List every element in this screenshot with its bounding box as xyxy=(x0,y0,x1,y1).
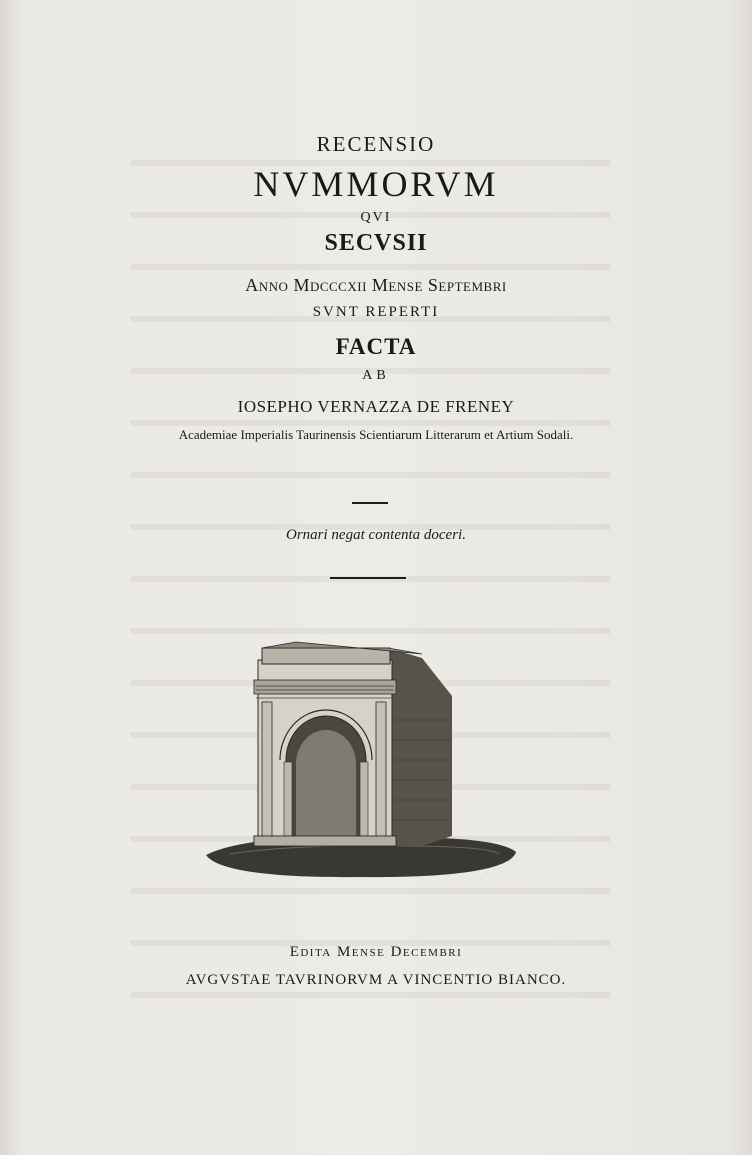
triumphal-arch-illustration xyxy=(200,640,522,886)
show-through-text xyxy=(130,130,610,1030)
author-name: IOSEPHO VERNAZZA DE FRENEY xyxy=(237,397,515,416)
column xyxy=(376,702,386,840)
imprint-place-publisher: AVGVSTAE TAVRINORVM A VINCENTIO BIANCO. xyxy=(185,972,567,988)
author-affiliation: Academiae Imperialis Taurinensis Scientiarum Litterarum et Artium Sodali. xyxy=(178,427,574,442)
motto: Ornari negat contenta doceri. xyxy=(286,527,466,543)
divider-rule xyxy=(352,502,388,504)
divider-rule xyxy=(330,577,406,579)
arch-side-face xyxy=(388,648,452,846)
title-line-anno: Anno Mdcccxii Mense Septembri xyxy=(245,275,507,295)
column xyxy=(262,702,272,840)
svg-text:·: · xyxy=(240,877,242,882)
title-line-facta: FACTA xyxy=(335,334,417,359)
title-line-secvsii: SECVSII xyxy=(324,230,428,256)
title-line-ab: AB xyxy=(362,368,390,383)
title-line-nummorum: NVMMORVM xyxy=(253,164,499,204)
svg-text:·: · xyxy=(480,877,482,882)
imprint-date: Edita Mense Decembri xyxy=(289,944,463,960)
title-line-svnt-reperti: SVNT REPERTI xyxy=(312,304,440,320)
title-line-recensio: RECENSIO xyxy=(316,132,436,156)
title-line-qvi: QVI xyxy=(360,210,392,225)
